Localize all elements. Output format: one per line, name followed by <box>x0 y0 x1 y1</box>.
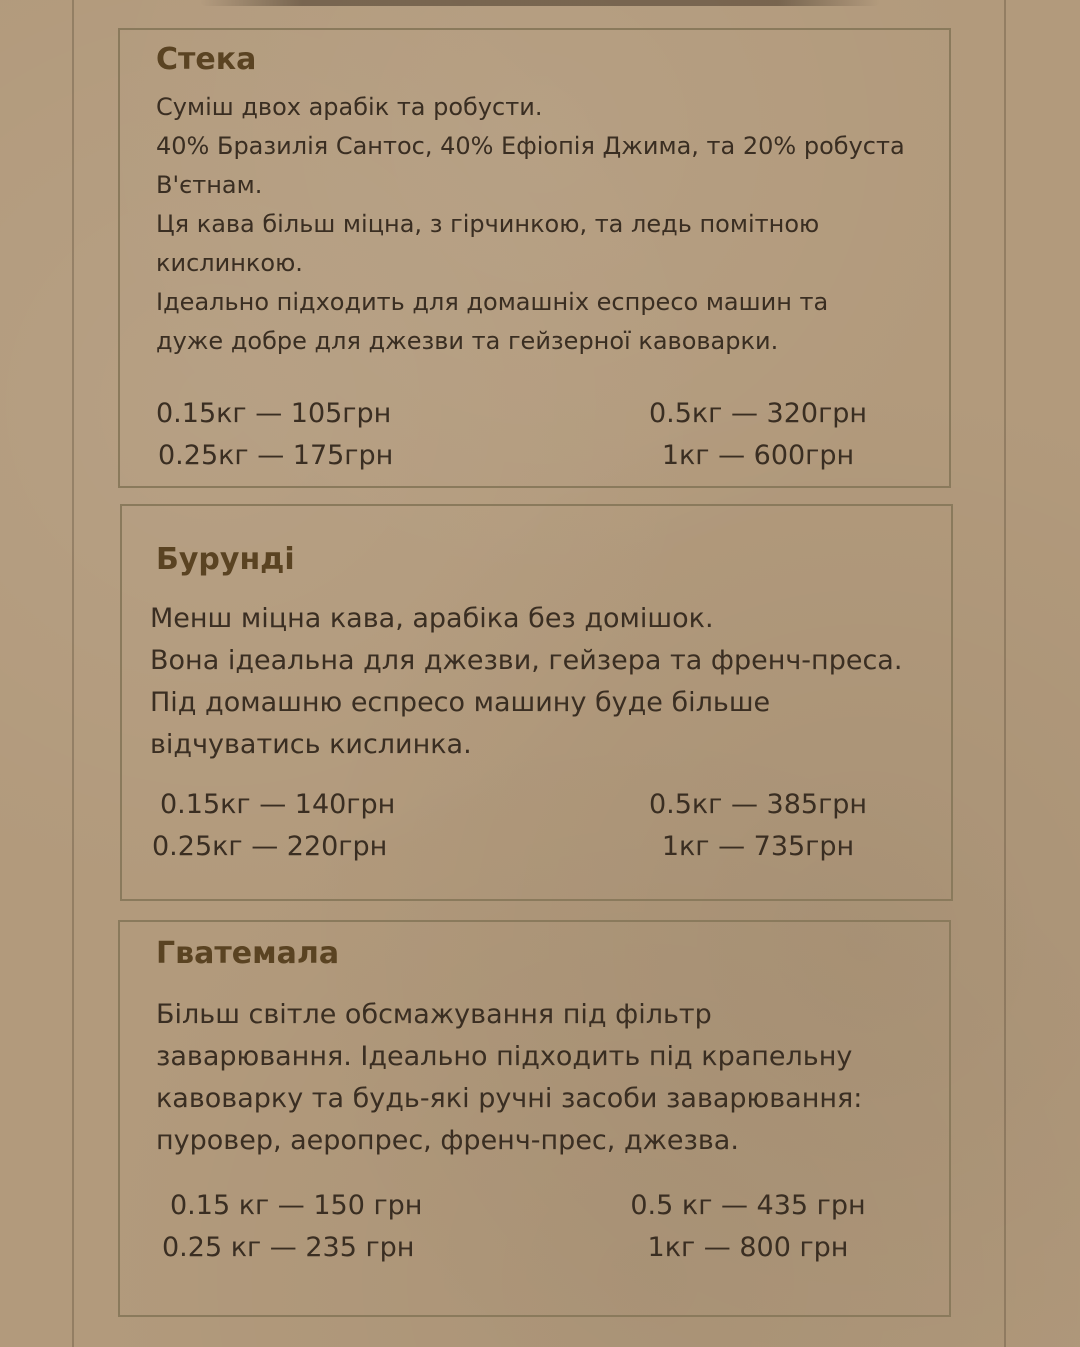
card-title: Гватемала <box>156 936 340 971</box>
description-line: Вона ідеальна для джезви, гейзера та френч-преса. <box>150 645 903 676</box>
price-item: 1кг — 735грн <box>661 831 855 862</box>
price-item: 0.5 кг — 435 грн <box>630 1190 866 1221</box>
price-item: 0.25 кг — 235 грн <box>162 1232 415 1263</box>
card-description <box>156 88 905 361</box>
description-line: В'єтнам. <box>156 171 263 199</box>
description-line: дуже добре для джезви та гейзерної кавоварки. <box>156 327 779 355</box>
coffee-card-burundi <box>120 504 953 901</box>
card-description <box>150 598 902 766</box>
description-line: пуровер, аеропрес, френч-прес, джезва. <box>156 1125 739 1156</box>
frame-line-left <box>72 0 74 1347</box>
price-item: 0.15кг — 140грн <box>160 789 396 820</box>
description-line: Під домашню еспресо машину буде більше <box>150 687 771 718</box>
description-line: Ідеально підходить для домашніх еспресо машин та <box>156 288 829 316</box>
price-item: 0.5кг — 320грн <box>648 398 868 429</box>
description-line: кавоварку та будь-які ручні засоби заварювання: <box>156 1083 863 1114</box>
coffee-card-guatemala <box>118 920 951 1317</box>
price-item: 0.25кг — 220грн <box>152 831 388 862</box>
description-line: відчуватись кислинка. <box>150 729 472 760</box>
description-line: заварювання. Ідеально підходить під крапельну <box>156 1041 853 1072</box>
frame-line-right <box>1004 0 1006 1347</box>
price-item: 0.15кг — 105грн <box>156 398 392 429</box>
price-item: 0.25кг — 175грн <box>158 440 394 471</box>
description-line: Більш світле обсмажування під фільтр <box>156 999 712 1030</box>
price-item: 1кг — 800 грн <box>647 1232 849 1263</box>
coffee-card-steka <box>118 28 951 488</box>
description-line: Ця кава більш міцна, з гірчинкою, та ледь помітною <box>156 210 820 238</box>
top-decorative-strip <box>200 0 880 6</box>
description-line: кислинкою. <box>156 249 303 277</box>
card-title: Стека <box>156 42 257 77</box>
price-item: 1кг — 600грн <box>661 440 855 471</box>
card-description <box>156 994 862 1162</box>
description-line: 40% Бразилія Сантос, 40% Ефіопія Джима, та 20% робуста <box>156 132 905 160</box>
description-line: Суміш двох арабік та робусти. <box>156 93 543 121</box>
card-title: Бурунді <box>156 542 295 577</box>
price-item: 0.5кг — 385грн <box>648 789 868 820</box>
price-item: 0.15 кг — 150 грн <box>170 1190 423 1221</box>
description-line: Менш міцна кава, арабіка без домішок. <box>150 603 714 634</box>
